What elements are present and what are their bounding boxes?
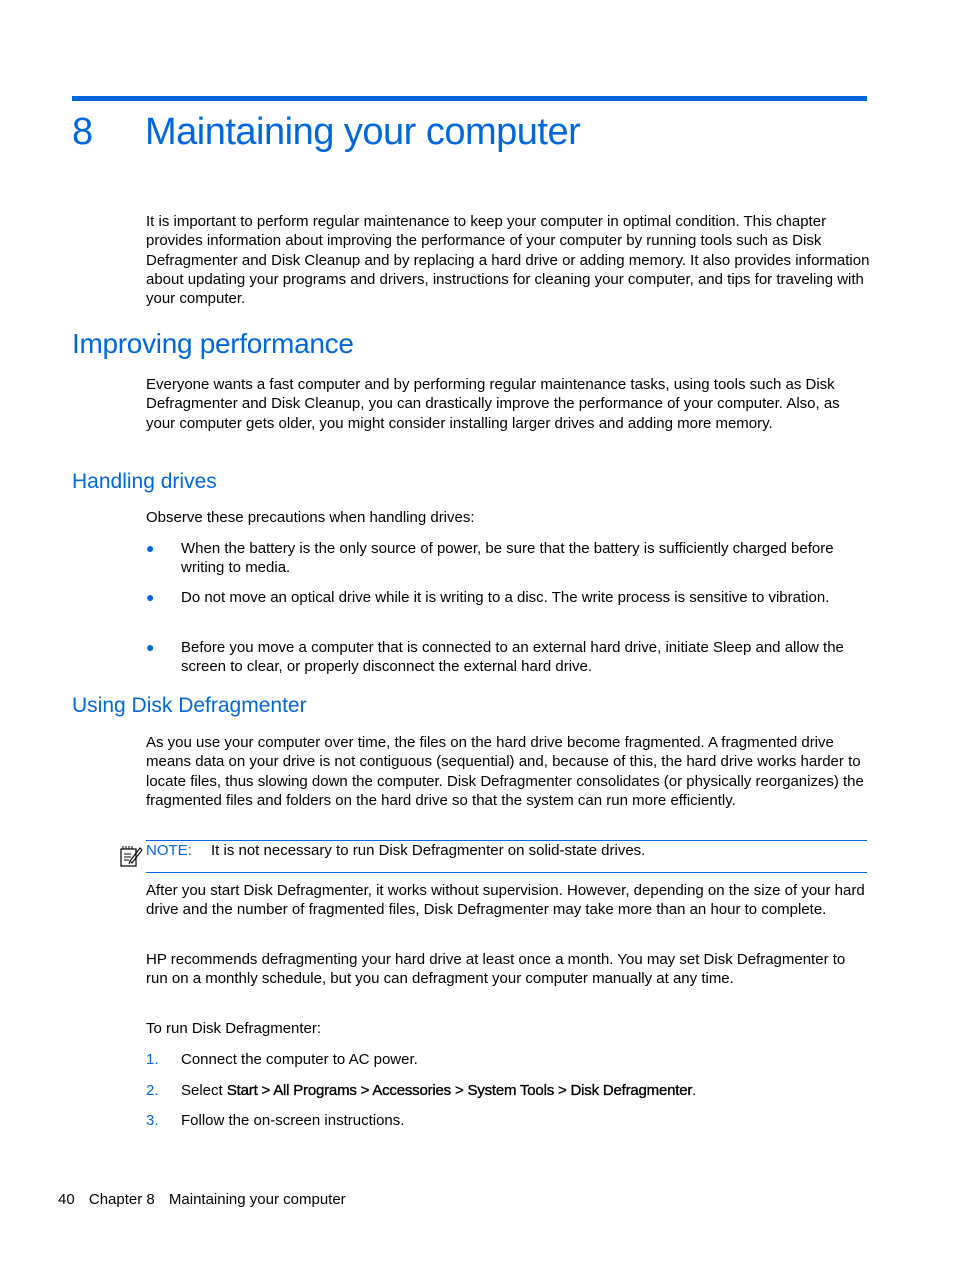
subsection-heading-handling: Handling drives	[72, 470, 217, 493]
page-number: 40	[58, 1191, 75, 1208]
step-text: Connect the computer to AC power.	[181, 1051, 418, 1068]
menu-path: Start > All Programs > Accessories > System Tools > Disk Defragmenter	[226, 1082, 693, 1099]
note-box	[118, 840, 867, 873]
improving-paragraph: Everyone wants a fast computer and by performing regular maintenance tasks, using tools such as Disk Defragmenter and Disk Cleanup, you can drastically improve the performance of your computer. Also, as your computer gets older, you might consider installing larger drives and adding more memory.	[146, 376, 840, 432]
chapter-heading	[72, 104, 580, 160]
note-pencil-icon	[118, 843, 144, 869]
step-text: Follow the on-screen instructions.	[181, 1112, 405, 1129]
list-item-text: Do not move an optical drive while it is writing to a disc. The write process is sensitive to vibration.	[181, 589, 830, 606]
bullet-icon: ●	[146, 639, 155, 655]
bullet-icon: ●	[146, 589, 155, 605]
chapter-rule	[72, 96, 867, 101]
intro-paragraph: It is important to perform regular maintenance to keep your computer in optimal condition. This chapter provides information about improving the performance of your computer by running tools such as Disk Defragmenter and Disk Cleanup and by replacing a hard drive or adding memory. It also provides information about updating your programs and drivers, instructions for cleaning your computer, and tips for traveling with your computer.	[146, 213, 870, 308]
section-heading-improving: Improving performance	[72, 328, 354, 359]
step-text	[181, 1081, 871, 1100]
footer-title: Maintaining your computer	[168, 1191, 346, 1208]
defrag-paragraph-2: After you start Disk Defragmenter, it works without supervision. However, depending on the size of your hard drive and the number of fragmented files, Disk Defragmenter may take more than an hour to complete.	[146, 882, 865, 919]
step-number: 2.	[146, 1082, 159, 1099]
bullet-icon: ●	[146, 540, 155, 556]
defrag-steps-lead: To run Disk Defragmenter:	[146, 1020, 322, 1037]
footer-chapter: Chapter 8	[88, 1191, 155, 1208]
step-number: 3.	[146, 1112, 159, 1129]
note-text: It is not necessary to run Disk Defragmenter on solid-state drives.	[211, 842, 646, 859]
page-footer	[58, 1191, 356, 1208]
step-number: 1.	[146, 1051, 159, 1068]
note-rule-bottom	[146, 872, 867, 873]
step-suffix: .	[692, 1082, 697, 1099]
note-label: NOTE:	[146, 842, 192, 859]
list-item-text: Before you move a computer that is connected to an external hard drive, initiate Sleep and allow the screen to clear, or properly disconnect the external hard drive.	[181, 639, 844, 676]
handling-lead: Observe these precautions when handling drives:	[146, 509, 475, 526]
defrag-paragraph-1: As you use your computer over time, the files on the hard drive become fragmented. A fragmented drive means data on your drive is not contiguous (sequential) and, because of this, the hard drive works harder to locate files, thus slowing down the computer. Disk Defragmenter consolidates (or physically reorganizes) the fragmented files and folders on the hard drive so that the system can run more efficiently.	[146, 734, 864, 809]
chapter-number: 8	[72, 110, 93, 153]
list-item-text: When the battery is the only source of power, be sure that the battery is sufficiently charged before writing to media.	[181, 540, 834, 577]
chapter-title: Maintaining your computer	[145, 110, 581, 153]
note-rule-top	[146, 840, 867, 841]
subsection-heading-defrag: Using Disk Defragmenter	[72, 694, 307, 717]
defrag-paragraph-3: HP recommends defragmenting your hard drive at least once a month. You may set Disk Defragmenter to run on a monthly schedule, but you can defragment your computer manually at any time.	[146, 951, 846, 988]
step-prefix: Select	[181, 1082, 227, 1099]
